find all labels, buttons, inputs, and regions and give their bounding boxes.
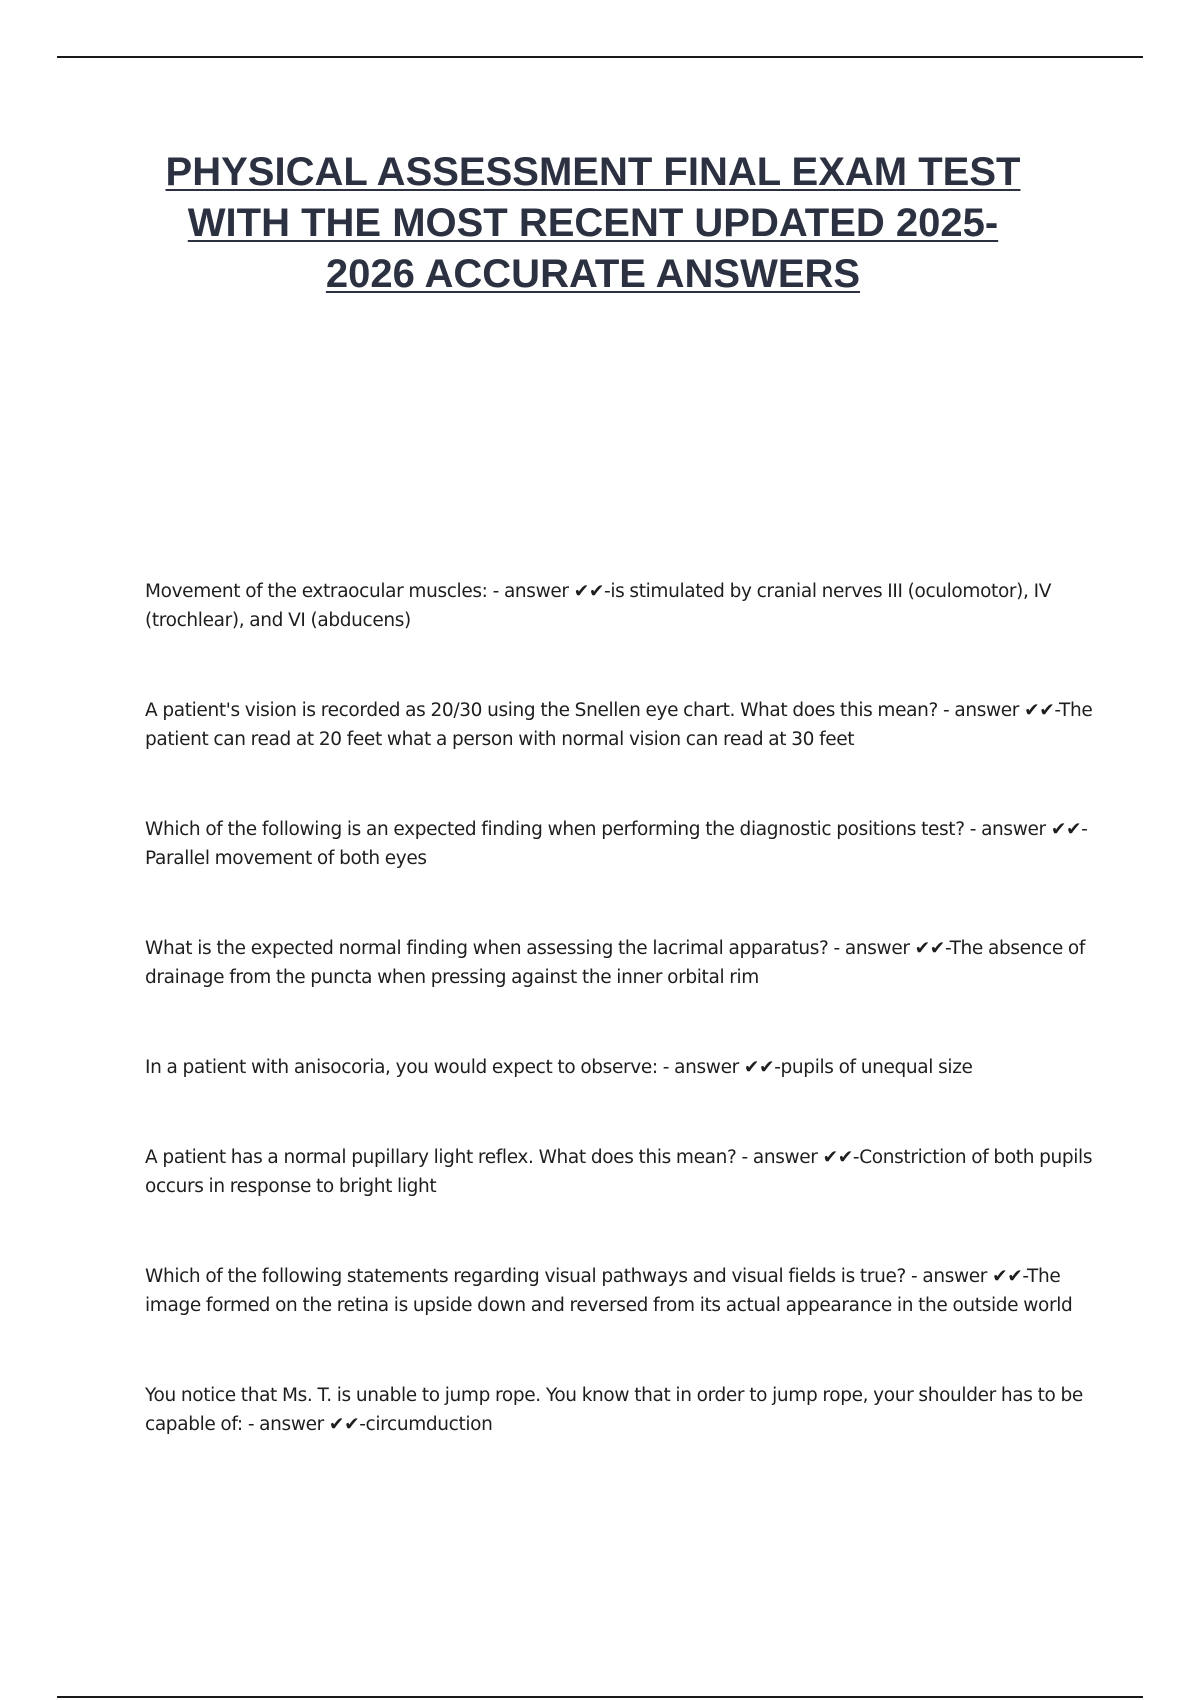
qa-item-7: Which of the following statements regarding visual pathways and visual fields is true? - answer ✔✔-The image formed on the retina is upside down and reversed from its actual appearance in the outside world — [145, 1266, 1073, 1316]
qa-item-2: A patient's vision is recorded as 20/30 using the Snellen eye chart. What does this mean? - answer ✔✔-The patient can read at 20 feet what a person with normal vision can read at 30 feet — [145, 700, 1093, 750]
header-rule — [57, 56, 1143, 58]
qa-item-5: In a patient with anisocoria, you would expect to observe: - answer ✔✔-pupils of unequal size — [145, 1057, 973, 1078]
question-answer-list — [145, 577, 1095, 1500]
qa-item-8: You notice that Ms. T. is unable to jump rope. You know that in order to jump rope, your shoulder has to be capable of: - answer ✔✔-circumduction — [145, 1385, 1083, 1435]
qa-item-3: Which of the following is an expected finding when performing the diagnostic positions test? - answer ✔✔-Parallel movement of both eyes — [145, 819, 1088, 869]
document-title: PHYSICAL ASSESSMENT FINAL EXAM TEST WITH THE MOST RECENT UPDATED 2025-2026 ACCURATE ANSWERS — [165, 150, 1021, 296]
qa-item-4: What is the expected normal finding when assessing the lacrimal apparatus? - answer ✔✔-The absence of drainage from the puncta when pressing against the inner orbital rim — [145, 938, 1086, 988]
qa-item-6: A patient has a normal pupillary light reflex. What does this mean? - answer ✔✔-Constriction of both pupils occurs in response to bright light — [145, 1147, 1093, 1197]
qa-item-1: Movement of the extraocular muscles: - answer ✔✔-is stimulated by cranial nerves III (oculomotor), IV (trochlear), and VI (abducens) — [145, 581, 1052, 631]
footer-rule — [57, 1696, 1143, 1698]
